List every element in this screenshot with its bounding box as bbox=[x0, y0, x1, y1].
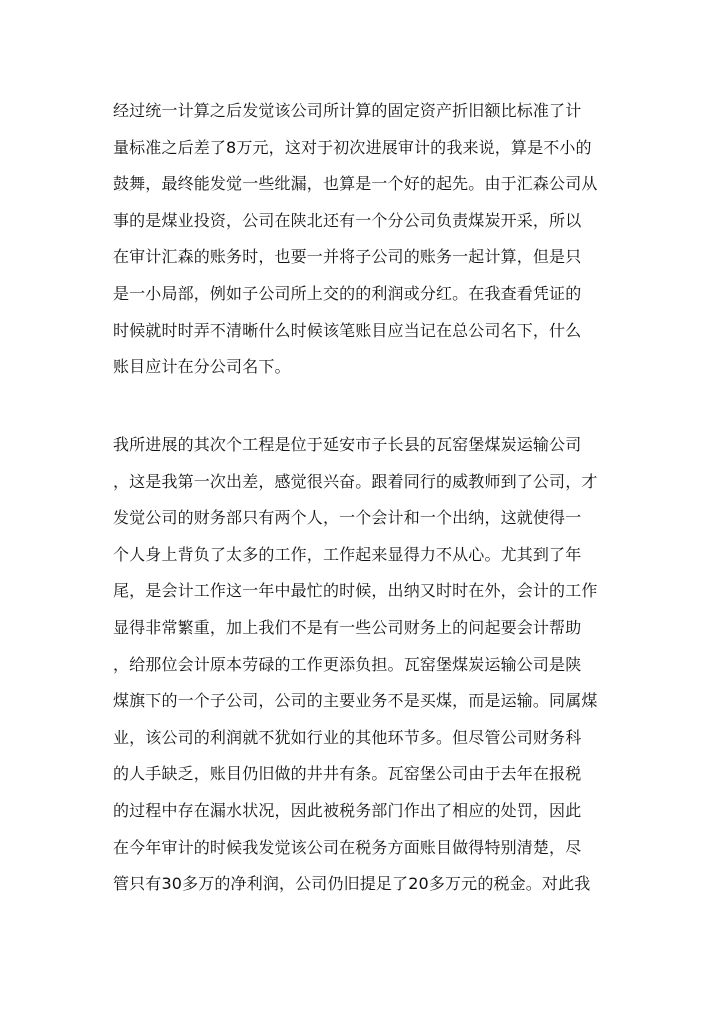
text-line: ，给那位会计原本劳碌的工作更添负担。瓦窑堡煤炭运输公司是陕 bbox=[113, 654, 582, 674]
text-line: 时候就时时弄不清晰什么时候该笔账目应当记在总公司名下，什么 bbox=[113, 320, 582, 340]
text-line: 显得非常繁重，加上我们不是有一些公司财务上的问起要会计帮助 bbox=[113, 617, 582, 637]
text-line: 的过程中存在漏水状况，因此被税务部门作出了相应的处罚，因此 bbox=[113, 800, 582, 820]
text-line: 账目应计在分公司名下。 bbox=[113, 357, 291, 377]
text-line: 鼓舞，最终能发觉一些纰漏，也算是一个好的起先。由于汇森公司从 bbox=[113, 174, 598, 194]
paragraph-second-project bbox=[113, 427, 613, 903]
text-line: 煤旗下的一个子公司，公司的主要业务不是买煤，而是运输。同属煤 bbox=[113, 691, 598, 711]
text-line: ，这是我第一次出差，感觉很兴奋。跟着同行的威教师到了公司，才 bbox=[113, 471, 598, 491]
text-line: 业，该公司的利润就不犹如行业的其他环节多。但尽管公司财务科 bbox=[113, 727, 582, 747]
text-line: 在今年审计的时候我发觉该公司在税务方面账目做得特别清楚，尽 bbox=[113, 837, 582, 857]
text-line: 的人手缺乏，账目仍旧做的井井有条。瓦窑堡公司由于去年在报税 bbox=[113, 764, 582, 784]
text-line: 经过统一计算之后发觉该公司所计算的固定资产折旧额比标准了计 bbox=[113, 101, 582, 120]
text-line: 事的是煤业投资，公司在陕北还有一个分公司负责煤炭开采，所以 bbox=[113, 210, 582, 230]
text-line: 管只有30多万的净利润，公司仍旧提足了20多万元的税金。对此我 bbox=[113, 874, 591, 894]
text-line: 发觉公司的财务部只有两个人，一个会计和一个出纳，这就使得一 bbox=[113, 508, 582, 528]
paragraph-coal-investment-audit bbox=[113, 93, 613, 386]
text-line: 是一小局部，例如子公司所上交的的利润或分红。在我查看凭证的 bbox=[113, 283, 582, 303]
text-line: 我所进展的其次个工程是位于延安市子长县的瓦窑堡煤炭运输公司 bbox=[113, 435, 582, 454]
text-line: 个人身上背负了太多的工作，工作起来显得力不从心。尤其到了年 bbox=[113, 544, 582, 564]
text-line: 量标准之后差了8万元，这对于初次进展审计的我来说，算是不小的 bbox=[113, 137, 592, 157]
text-line: 在审计汇森的账务时，也要一并将子公司的账务一起计算，但是只 bbox=[113, 247, 582, 267]
text-line: 尾，是会计工作这一年中最忙的时候，出纳又时时在外，会计的工作 bbox=[113, 581, 598, 601]
